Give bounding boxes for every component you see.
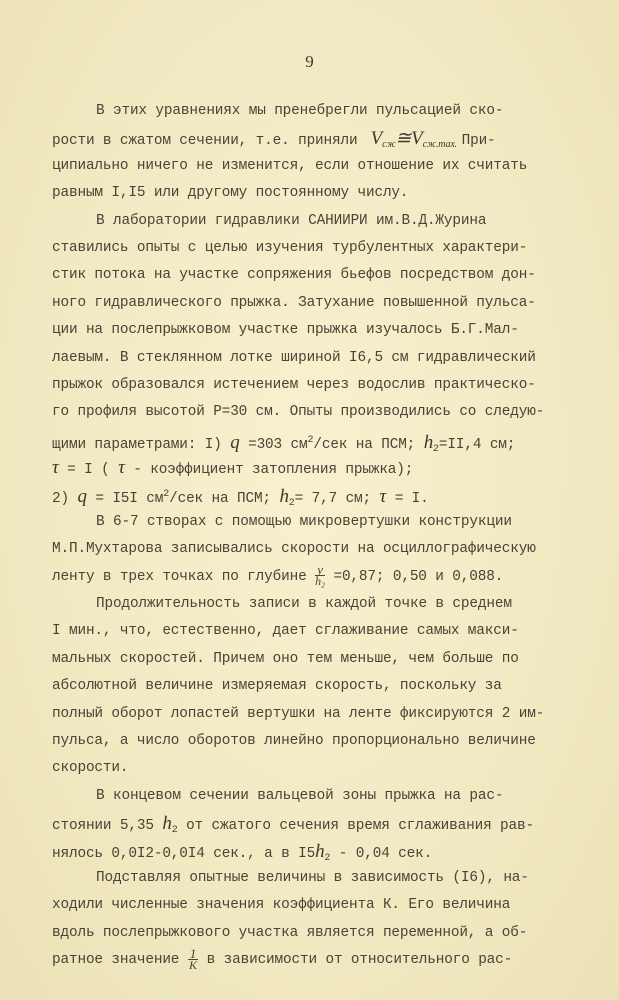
text-line	[52, 810, 582, 837]
formula-subscript: 2	[324, 852, 331, 864]
text-line	[52, 838, 582, 865]
text-span: от сжатого сечения время сглаживания рав-	[186, 818, 534, 835]
text-span: =II,4 см;	[438, 436, 516, 453]
text-line: пульса, а число оборотов линейно пропорционально величине	[52, 732, 536, 749]
text-line: М.П.Мухтарова записывались скорости на осциллографическую	[52, 541, 536, 558]
text-span: = I5I см	[95, 491, 164, 508]
text-line: равным I,I5 или другому постоянному числу.	[52, 185, 409, 202]
text-span: /сек на ПСМ;	[313, 436, 416, 453]
text-span: =0,87; 0,50 и 0,088.	[333, 568, 504, 585]
text-span: ратное значение	[52, 952, 180, 969]
text-span: стоянии 5,35	[52, 818, 154, 835]
text-span: = I (	[67, 462, 110, 479]
formula-symbol: h	[279, 486, 289, 508]
fraction-y-over-h2	[315, 562, 325, 589]
text-line	[52, 454, 582, 481]
text-span: = I.	[394, 491, 429, 508]
text-span: = 7,7 см;	[294, 491, 372, 508]
formula-subscript: 2	[288, 498, 295, 510]
superscript: 2	[307, 434, 314, 446]
text-line: вдоль послепрыжкового участка является переменной, а об-	[52, 924, 528, 941]
formula-symbol: τ	[118, 457, 125, 479]
text-line: скорости.	[52, 760, 129, 777]
page-number: 9	[305, 52, 314, 71]
formula-symbol: q	[77, 486, 87, 508]
text-span: щими параметрами: I)	[52, 436, 222, 453]
text-line: I мин., что, естественно, дает сглаживание самых макси-	[52, 623, 519, 640]
fraction-numerator: 1	[189, 945, 197, 961]
text-line: В лаборатории гидравлики САНИИРИ им.В.Д.Журина	[96, 212, 487, 229]
text-line	[52, 947, 582, 974]
text-line: В этих уравнениях мы пренебрегли пульсацией ско-	[96, 103, 504, 119]
formula-subscript: сж	[382, 139, 396, 151]
text-span: /сек на ПСМ;	[169, 491, 271, 508]
formula-symbol: V	[370, 128, 383, 150]
formula-subscript: сж.тах.	[422, 139, 457, 151]
formula-symbol: q	[230, 431, 240, 453]
text-line: абсолютной величине измеряемая скорость, поскольку за	[52, 678, 502, 695]
text-line: прыжок образовался истечением через водослив практическо-	[52, 376, 536, 393]
text-line: го профиля высотой P=30 см. Опыты производились со следую-	[52, 404, 545, 421]
fraction-denominator: h₂	[315, 574, 325, 589]
text-line: ного гидравлического прыжка. Затухание повышенной пульса-	[52, 294, 536, 311]
formula-symbol: τ	[52, 457, 59, 479]
text-line: полный оборот лопастей вертушки на ленте фиксируются 2 им-	[52, 705, 545, 722]
text-line	[52, 481, 582, 508]
formula-subscript: 2	[433, 443, 439, 455]
text-span: =303 см	[248, 436, 308, 453]
fraction-one-over-k	[188, 945, 198, 972]
text-line: ходили численные значения коэффициента К. Его величина	[52, 897, 511, 914]
text-line: Подставляя опытные величины в зависимость (I6), на-	[96, 869, 529, 886]
document-body	[52, 98, 582, 975]
formula-symbol: V	[411, 128, 423, 150]
text-span: - коэффициент затопления прыжка);	[124, 462, 414, 479]
text-span: При-	[461, 133, 496, 150]
formula-velocity	[366, 128, 462, 149]
text-line: стик потока на участке сопряжения бьефов посредством дон-	[52, 267, 536, 284]
formula-symbol: τ	[379, 486, 387, 508]
text-span: нялось 0,0I2-0,0I4 сек., а в I5	[52, 845, 316, 862]
text-line: ставились опыты с целью изучения турбулентных характери-	[52, 239, 528, 256]
text-line	[52, 427, 582, 454]
text-span: - 0,04 сек.	[330, 845, 433, 862]
text-line: ципиально ничего не изменится, если отношение их считать	[52, 157, 528, 174]
text-line	[52, 125, 582, 152]
text-line	[52, 564, 582, 591]
text-line: лаевым. В стеклянном лотке шириной I6,5 см гидравлический	[52, 349, 536, 366]
text-span: в зависимости от относительного рас-	[206, 952, 513, 969]
text-line: В 6-7 створах с помощью микровертушки конструкции	[96, 513, 512, 530]
fraction-denominator: K	[189, 957, 197, 972]
text-span: ленту в трех точках по глубине	[52, 568, 307, 585]
formula-subscript: 2	[171, 825, 178, 837]
formula-symbol: h	[162, 813, 172, 835]
text-line: ции на послепрыжковом участке прыжка изучалось Б.Г.Мал-	[52, 322, 519, 339]
superscript: 2	[163, 489, 170, 501]
fraction-numerator: y	[315, 565, 325, 576]
text-line: В концевом сечении вальцевой зоны прыжка на рас-	[96, 787, 504, 804]
formula-symbol: h	[423, 431, 434, 453]
text-line: Продолжительность записи в каждой точке в среднем	[96, 596, 512, 613]
text-span: 2)	[52, 491, 69, 508]
formula-symbol: h	[315, 840, 325, 862]
text-line: мальных скоростей. Причем оно тем меньше, чем больше по	[52, 650, 519, 667]
formula-operator: ≅	[395, 128, 412, 150]
text-span: рости в сжатом сечении, т.е. приняли	[52, 133, 358, 150]
